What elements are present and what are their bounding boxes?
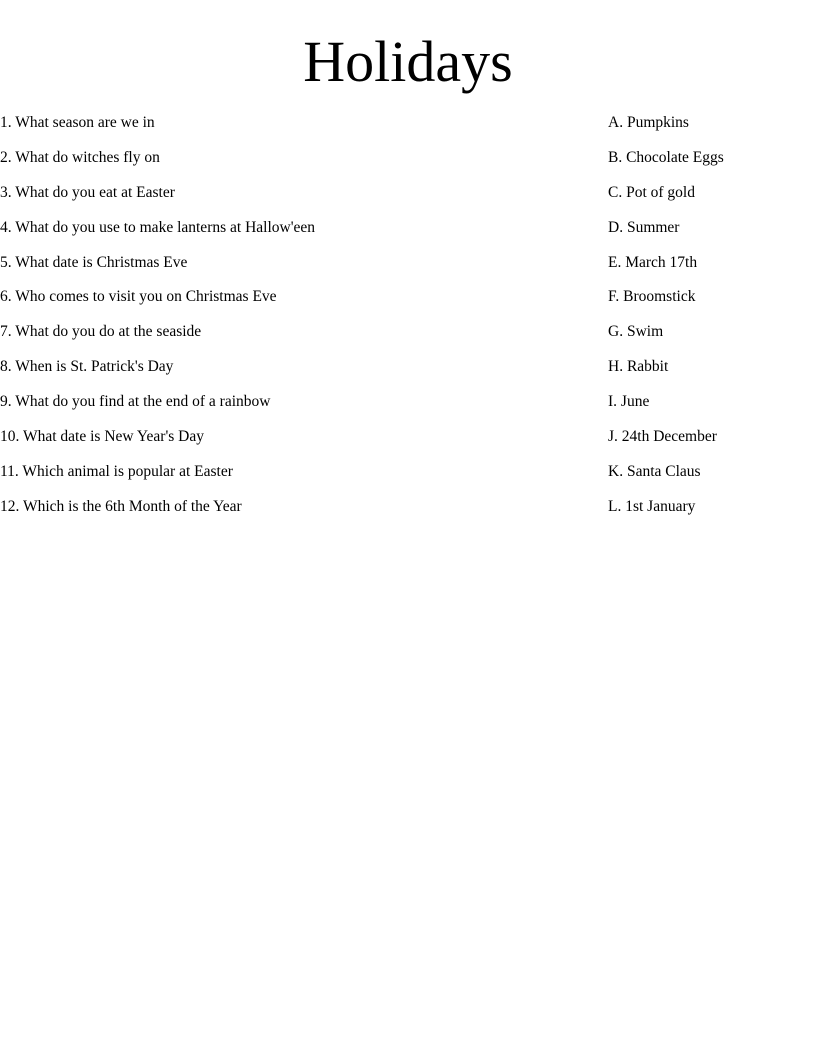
question-item: 9. What do you find at the end of a rainbow	[0, 393, 271, 411]
answer-item: A. Pumpkins	[608, 114, 689, 131]
question-item: 3. What do you eat at Easter	[0, 183, 175, 201]
answer-item: I. June	[608, 393, 650, 411]
questions-list	[0, 113, 560, 532]
answer-item: K. Santa Claus	[608, 462, 701, 480]
question-item: 11. Which animal is popular at Easter	[0, 462, 233, 480]
question-item: 10. What date is New Year's Day	[0, 428, 204, 446]
answer-item: H. Rabbit	[608, 358, 669, 376]
answer-item: G. Swim	[608, 323, 664, 341]
answer-item: L. 1st January	[608, 497, 696, 515]
question-item: 1. What season are we in	[0, 114, 155, 131]
question-item: 7. What do you do at the seaside	[0, 323, 202, 341]
answer-item: J. 24th December	[608, 428, 717, 446]
question-item: 12. Which is the 6th Month of the Year	[0, 497, 242, 515]
question-item: 8. When is St. Patrick's Day	[0, 358, 174, 376]
answers-list	[608, 113, 816, 532]
answer-item: E. March 17th	[608, 253, 698, 271]
question-item: 5. What date is Christmas Eve	[0, 253, 188, 271]
page-title: Holidays	[303, 29, 513, 94]
question-item: 4. What do you use to make lanterns at Hallow'een	[0, 218, 316, 236]
answer-item: C. Pot of gold	[608, 183, 695, 201]
answer-item: D. Summer	[608, 218, 680, 236]
question-item: 2. What do witches fly on	[0, 148, 160, 166]
question-item: 6. Who comes to visit you on Christmas Eve	[0, 288, 277, 306]
answer-item: F. Broomstick	[608, 288, 696, 306]
answer-item: B. Chocolate Eggs	[608, 148, 724, 166]
